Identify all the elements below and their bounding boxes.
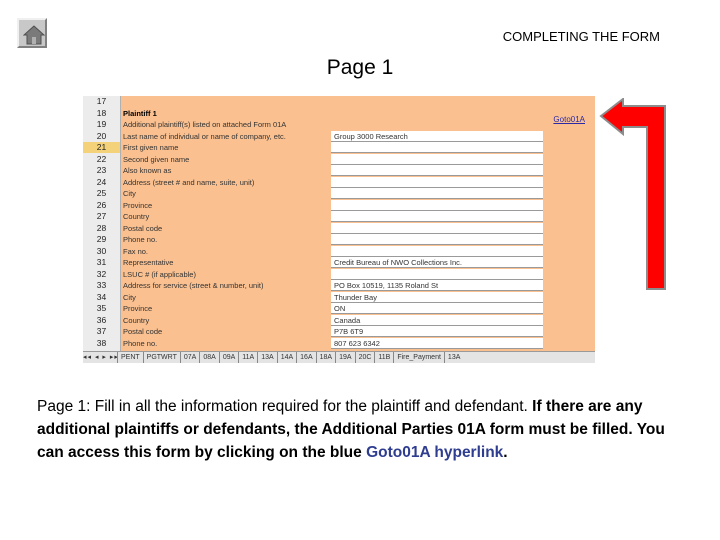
- row-number: 38: [96, 337, 107, 348]
- caption-end: .: [503, 444, 508, 461]
- row-number: 36: [96, 314, 107, 325]
- row-value-cell[interactable]: Group 3000 Research: [331, 131, 543, 142]
- row-label: Phone no.: [123, 338, 158, 348]
- sheet-row: [83, 223, 595, 234]
- row-number: 25: [96, 188, 107, 198]
- sheet-row: [83, 119, 595, 130]
- row-value-cell[interactable]: P7B 6T9: [331, 326, 543, 337]
- spreadsheet-screenshot: [83, 96, 595, 363]
- caption-hyperlink: Goto01A hyperlink: [366, 444, 504, 461]
- sheet-tab-bar: [83, 351, 595, 363]
- row-value-cell[interactable]: Canada: [331, 315, 543, 326]
- sheet-tab[interactable]: PENT: [117, 352, 143, 363]
- sheet-row: [83, 292, 595, 303]
- row-label: City: [123, 189, 136, 198]
- row-value-cell[interactable]: [331, 200, 543, 211]
- row-number: 33: [96, 280, 107, 290]
- row-value-cell[interactable]: [331, 177, 543, 188]
- sheet-row: [83, 165, 595, 176]
- row-value-cell[interactable]: [331, 223, 543, 234]
- sheet-row: [83, 131, 595, 142]
- sheet-tab[interactable]: Fire_Payment: [393, 352, 444, 363]
- row-label: First given name: [123, 143, 179, 152]
- row-label: Address for service (street & number, unit): [123, 281, 264, 290]
- row-value-cell[interactable]: [331, 154, 543, 165]
- sheet-row: [83, 211, 595, 222]
- caption-additional: If there are any additional plaintiffs or defendants, the Additional Parties 01A form must be filled. You can access this form by clicking on the blue: [37, 398, 665, 461]
- row-value-cell[interactable]: [331, 142, 543, 153]
- row-label: Postal code: [123, 327, 163, 336]
- row-value-cell[interactable]: [331, 211, 543, 222]
- sheet-tab[interactable]: 13A: [257, 352, 276, 363]
- sheet-row: [83, 234, 595, 245]
- row-label: Country: [123, 212, 150, 221]
- row-number: 18: [96, 107, 107, 118]
- row-value-cell[interactable]: ON: [331, 303, 543, 314]
- sheet-tab[interactable]: 11A: [238, 352, 257, 363]
- row-value-cell[interactable]: [331, 119, 543, 130]
- sheet-tab[interactable]: 18A: [316, 352, 335, 363]
- row-number: 37: [96, 326, 107, 336]
- row-number: 21: [83, 142, 120, 153]
- row-value-cell[interactable]: 807 623 6342: [331, 338, 543, 349]
- page-title: Page 1: [326, 56, 394, 79]
- row-value-cell[interactable]: [331, 165, 543, 176]
- sheet-row: [83, 269, 595, 280]
- row-label: Plaintiff 1: [123, 108, 157, 118]
- row-label: Address (street # and name, suite, unit): [123, 177, 255, 187]
- sheet-row: [83, 303, 595, 314]
- row-number: 29: [96, 234, 107, 244]
- sheet-row: [83, 246, 595, 257]
- row-label: Phone no.: [123, 235, 158, 244]
- sheet-tab[interactable]: 09A: [219, 352, 238, 363]
- instruction-caption: [37, 395, 677, 464]
- sheet-row: [83, 188, 595, 199]
- row-value-cell[interactable]: [331, 96, 543, 107]
- row-value-cell[interactable]: Thunder Bay: [331, 292, 543, 303]
- sheet-tab[interactable]: 16A: [296, 352, 315, 363]
- row-value-cell[interactable]: [331, 234, 543, 245]
- row-number: 32: [96, 268, 107, 279]
- sheet-tab[interactable]: 20C: [355, 352, 375, 363]
- home-button[interactable]: [17, 18, 47, 48]
- sheet-row: [83, 96, 595, 107]
- row-number: 19: [96, 119, 107, 129]
- sheet-row: [83, 154, 595, 165]
- row-number: 23: [96, 165, 107, 175]
- row-number: 26: [96, 199, 107, 210]
- sheet-row: [83, 108, 595, 119]
- row-label: LSUC # (if applicable): [123, 269, 196, 279]
- row-number: 27: [96, 211, 107, 221]
- sheet-row: [83, 315, 595, 326]
- tab-nav-arrows[interactable]: ◂◂ ◂ ▸ ▸▸: [83, 354, 119, 361]
- row-value-cell[interactable]: [331, 188, 543, 199]
- row-number: 35: [96, 303, 107, 313]
- row-number: 24: [96, 176, 107, 187]
- row-number: 17: [96, 96, 107, 106]
- section-label: COMPLETING THE FORM: [502, 29, 660, 44]
- goto01a-link[interactable]: Goto01A: [553, 115, 585, 124]
- sheet-row: [83, 257, 595, 268]
- row-label: Country: [123, 315, 150, 325]
- row-label: Fax no.: [123, 246, 149, 256]
- row-value-cell[interactable]: Credit Bureau of NWO Collections Inc.: [331, 257, 543, 268]
- sheet-tab[interactable]: 07A: [180, 352, 199, 363]
- sheet-tab[interactable]: PGTWRT: [143, 352, 180, 363]
- sheet-tab[interactable]: 13A: [444, 352, 463, 363]
- row-label: Last name of individual or name of company, etc.: [123, 131, 286, 141]
- row-value-cell[interactable]: [331, 246, 543, 257]
- row-value-cell[interactable]: PO Box 10519, 1135 Roland St: [331, 280, 543, 291]
- row-value-cell[interactable]: [331, 269, 543, 280]
- row-label: Province: [123, 304, 153, 313]
- row-number: 22: [96, 153, 107, 164]
- home-icon: [23, 24, 45, 46]
- sheet-row: [83, 338, 595, 349]
- row-number: 20: [96, 130, 107, 141]
- sheet-row: [83, 177, 595, 188]
- sheet-row: [83, 200, 595, 211]
- row-label: Province: [123, 200, 153, 210]
- row-label: City: [123, 292, 136, 302]
- row-number: 30: [96, 245, 107, 256]
- sheet-row: [83, 280, 595, 291]
- arrow-icon: [599, 98, 671, 291]
- row-label: Representative: [123, 258, 174, 267]
- row-label: Additional plaintiff(s) listed on attached Form 01A: [123, 120, 287, 129]
- row-value-cell[interactable]: [331, 108, 543, 119]
- sheet-tab[interactable]: 19A: [335, 352, 354, 363]
- row-number: 28: [96, 222, 107, 233]
- row-label: Second given name: [123, 154, 190, 164]
- row-label: Postal code: [123, 223, 163, 233]
- row-label: Also known as: [123, 166, 172, 175]
- row-number: 34: [96, 291, 107, 302]
- sheet-tab[interactable]: 11B: [374, 352, 393, 363]
- sheet-row: [83, 326, 595, 337]
- sheet-tab[interactable]: 08A: [199, 352, 218, 363]
- sheet-row: [83, 142, 595, 153]
- caption-intro: Page 1: Fill in all the information required for the plaintiff and defendant.: [37, 398, 528, 415]
- row-number: 31: [96, 257, 107, 267]
- sheet-tab[interactable]: 14A: [277, 352, 296, 363]
